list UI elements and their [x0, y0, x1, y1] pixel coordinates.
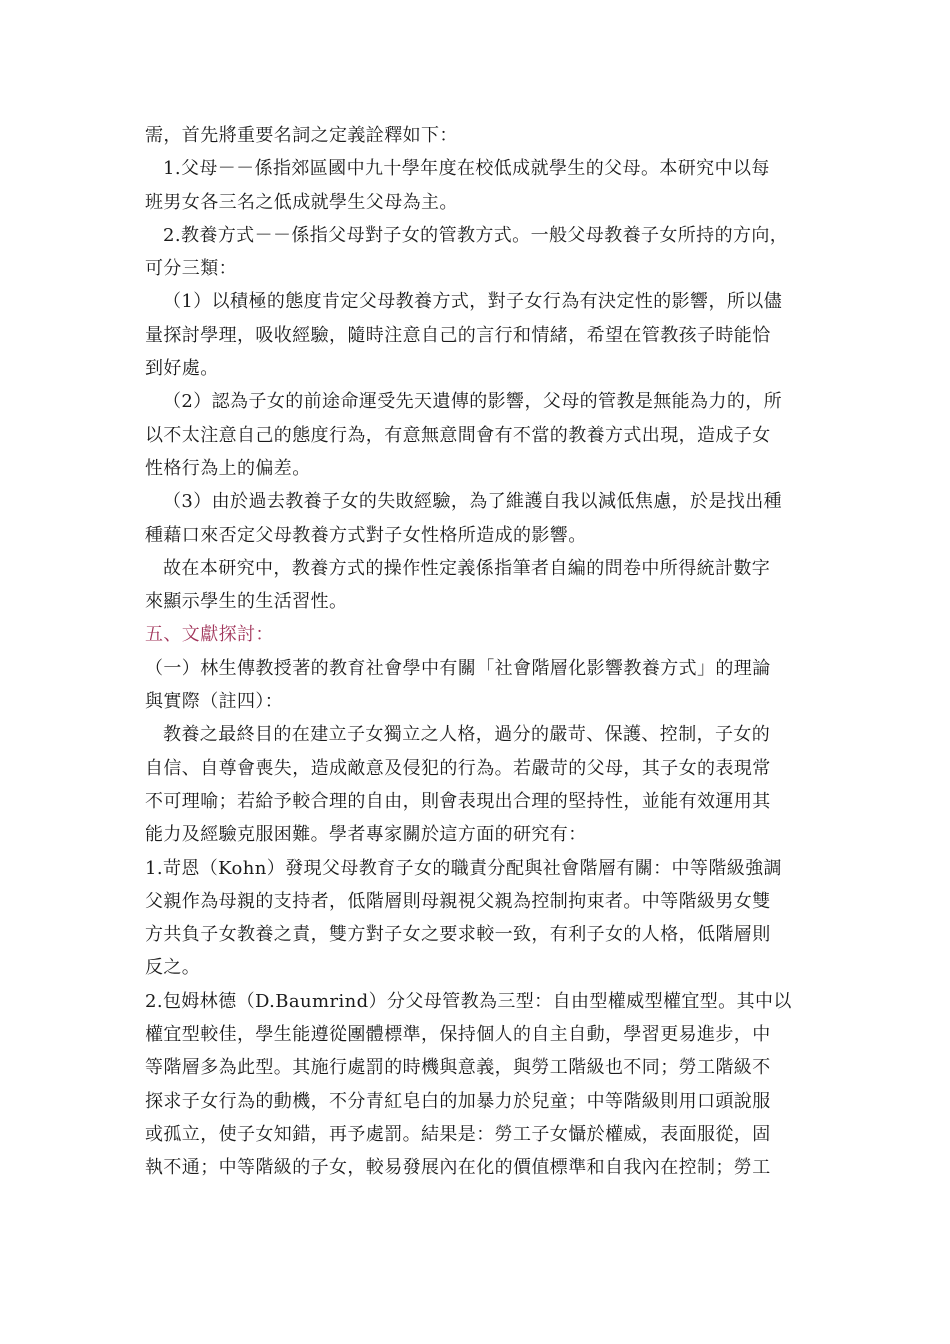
- text-line: 執不通；中等階級的子女，較易發展內在化的價值標準和自我內在控制；勞工: [145, 1157, 771, 1179]
- text-line: 故在本研究中，教養方式的操作性定義係指筆者自編的問卷中所得統計數字: [163, 557, 771, 579]
- text-line: 教養之最終目的在建立子女獨立之人格，過分的嚴苛、保護、控制，子女的: [163, 724, 771, 746]
- text-line: 或孤立，使子女知錯，再予處罰。結果是：勞工子女懾於權威，表面服從，固: [145, 1123, 771, 1145]
- text-line: 能力及經驗克服困難。學者專家關於這方面的研究有：: [145, 824, 587, 846]
- text-line: 可分三類：: [145, 258, 237, 280]
- text-line: 自信、自尊會喪失，造成敵意及侵犯的行為。若嚴苛的父母，其子女的表現常: [145, 757, 771, 779]
- text-line: 以不太注意自己的態度行為，有意無意間會有不當的教養方式出現，造成子女: [145, 424, 771, 446]
- text-line: 到好處。: [145, 358, 219, 380]
- text-line: （2）認為子女的前途命運受先天遺傳的影響，父母的管教是無能為力的，所: [163, 391, 783, 413]
- text-line: （3）由於過去教養子女的失敗經驗，為了維護自我以減低焦慮，於是找出種: [163, 491, 783, 513]
- text-line: （1）以積極的態度肯定父母教養方式，對子女行為有決定性的影響，所以儘: [163, 291, 783, 313]
- text-line: 需，首先將重要名詞之定義詮釋如下：: [145, 125, 458, 146]
- text-line: 等階層多為此型。其施行處罰的時機與意義，與勞工階級也不同；勞工階級不: [145, 1057, 771, 1079]
- text-line: 父親作為母親的支持者，低階層則母親視父親為控制拘束者。中等階級男女雙: [145, 890, 771, 912]
- text-line: 方共負子女教養之責，雙方對子女之要求較一致，有利子女的人格，低階層則: [145, 924, 771, 946]
- text-line: （一）林生傳教授著的教育社會學中有關「社會階層化影響教養方式」的理論: [145, 657, 771, 679]
- text-line: 2.包姆林德（D.Baumrind）分父母管教為三型：自由型權威型權宜型。其中以: [145, 990, 792, 1012]
- text-line: 不可理喻；若給予較合理的自由，則會表現出合理的堅持性，並能有效運用其: [145, 790, 771, 812]
- text-line: 1.父母－－係指郊區國中九十學年度在校低成就學生的父母。本研究中以每: [163, 158, 770, 180]
- text-line: 來顯示學生的生活習性。: [145, 591, 348, 613]
- text-line: 種藉口來否定父母教養方式對子女性格所造成的影響。: [145, 524, 587, 546]
- text-line: 量探討學理，吸收經驗，隨時注意自己的言行和情緒，希望在管教孩子時能恰: [145, 324, 771, 346]
- text-line: 性格行為上的偏差。: [145, 457, 311, 479]
- text-line: 與實際（註四）：: [145, 691, 284, 713]
- section-heading: 五、文獻探討：: [145, 624, 274, 646]
- document-page: [145, 119, 810, 1185]
- text-line: 反之。: [145, 957, 201, 979]
- text-line: 探求子女行為的動機，不分青紅皂白的加暴力於兒童；中等階級則用口頭說服: [145, 1090, 771, 1112]
- text-line: 班男女各三名之低成就學生父母為主。: [145, 191, 458, 213]
- text-line: 權宜型較佳，學生能遵從團體標準，保持個人的自主自動，學習更易進步，中: [145, 1024, 771, 1046]
- text-line: 1.苛恩（Kohn）發現父母教育子女的職責分配與社會階層有關：中等階級強調: [145, 857, 782, 879]
- text-line: 2.教養方式－－係指父母對子女的管教方式。一般父母教養子女所持的方向，: [163, 224, 789, 246]
